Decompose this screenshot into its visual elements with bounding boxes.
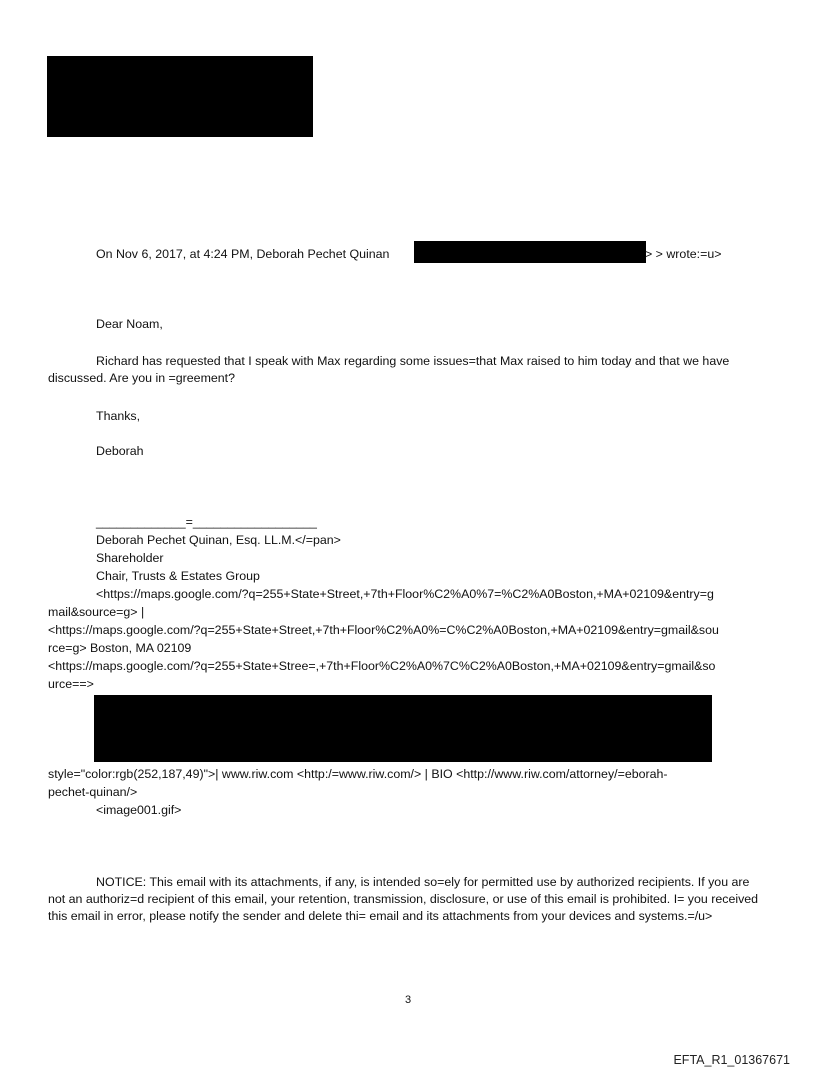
notice-text: NOTICE: This email with its attachments, if any, is intended so=ely for permitted use by authorized recipients. If you are not an authoriz=d recipient of this email, your retention, transmission, disclosure, or use of this email is prohibited. I= you received this email in error, please notify the sender and delete thi= email and its attachments from your devices and systems.=/u> [48, 875, 759, 923]
document-id: EFTA_R1_01367671 [673, 1053, 790, 1067]
notice-paragraph [48, 874, 768, 925]
signature-separator: _____________=__________________ [96, 515, 317, 529]
email-body-paragraph [48, 353, 768, 387]
redaction-block-top [47, 56, 313, 137]
redaction-email-address [414, 241, 646, 263]
email-body-text: Richard has requested that I speak with Max regarding some issues=that Max raised to him today and that we have discussed. Are you in =greement? [48, 354, 730, 385]
email-header-prefix: On Nov 6, 2017, at 4:24 PM, Deborah Pechet Quinan [96, 247, 390, 261]
map-link-3-line-1[interactable]: <https://maps.google.com/?q=255+State+Stree=,+7th+Floor%C2%A0%7C%C2%A0Boston,+MA+02109&entry=gmail&so [48, 659, 716, 673]
email-greeting: Dear Noam, [96, 317, 163, 331]
image-reference: <image001.gif> [96, 803, 182, 817]
style-link-line-1[interactable]: style="color:rgb(252,187,49)">| www.riw.com <http:/=www.riw.com/> | BIO <http://www.riw.com/attorney/=eborah- [48, 767, 668, 781]
style-link-line-2[interactable]: pechet-quinan/> [48, 785, 138, 799]
email-header-suffix-line [645, 246, 785, 263]
email-header-suffix: > > wrote:=u> [645, 247, 722, 261]
map-link-2-line-1[interactable]: <https://maps.google.com/?q=255+State+Street,+7th+Floor%C2%A0%=C%C2%A0Boston,+MA+02109&entry=gmail&sou [48, 623, 719, 637]
signature-group: Chair, Trusts & Estates Group [96, 569, 260, 583]
page-number: 3 [404, 994, 412, 1006]
signature-name: Deborah Pechet Quinan, Esq. LL.M.</=pan> [96, 533, 341, 547]
map-link-3-line-2[interactable]: urce==> [48, 677, 94, 691]
map-link-1-line-1[interactable]: <https://maps.google.com/?q=255+State+Street,+7th+Floor%C2%A0%7=%C2%A0Boston,+MA+02109&entry=g [96, 587, 714, 601]
email-closing: Thanks, [96, 409, 141, 423]
signature-title: Shareholder [96, 551, 164, 565]
map-link-1-line-2[interactable]: mail&source=g> | [48, 605, 145, 619]
email-signoff: Deborah [96, 444, 144, 458]
redaction-block-signature [94, 695, 712, 762]
map-link-2-line-2[interactable]: rce=g> Boston, MA 02109 [48, 641, 192, 655]
